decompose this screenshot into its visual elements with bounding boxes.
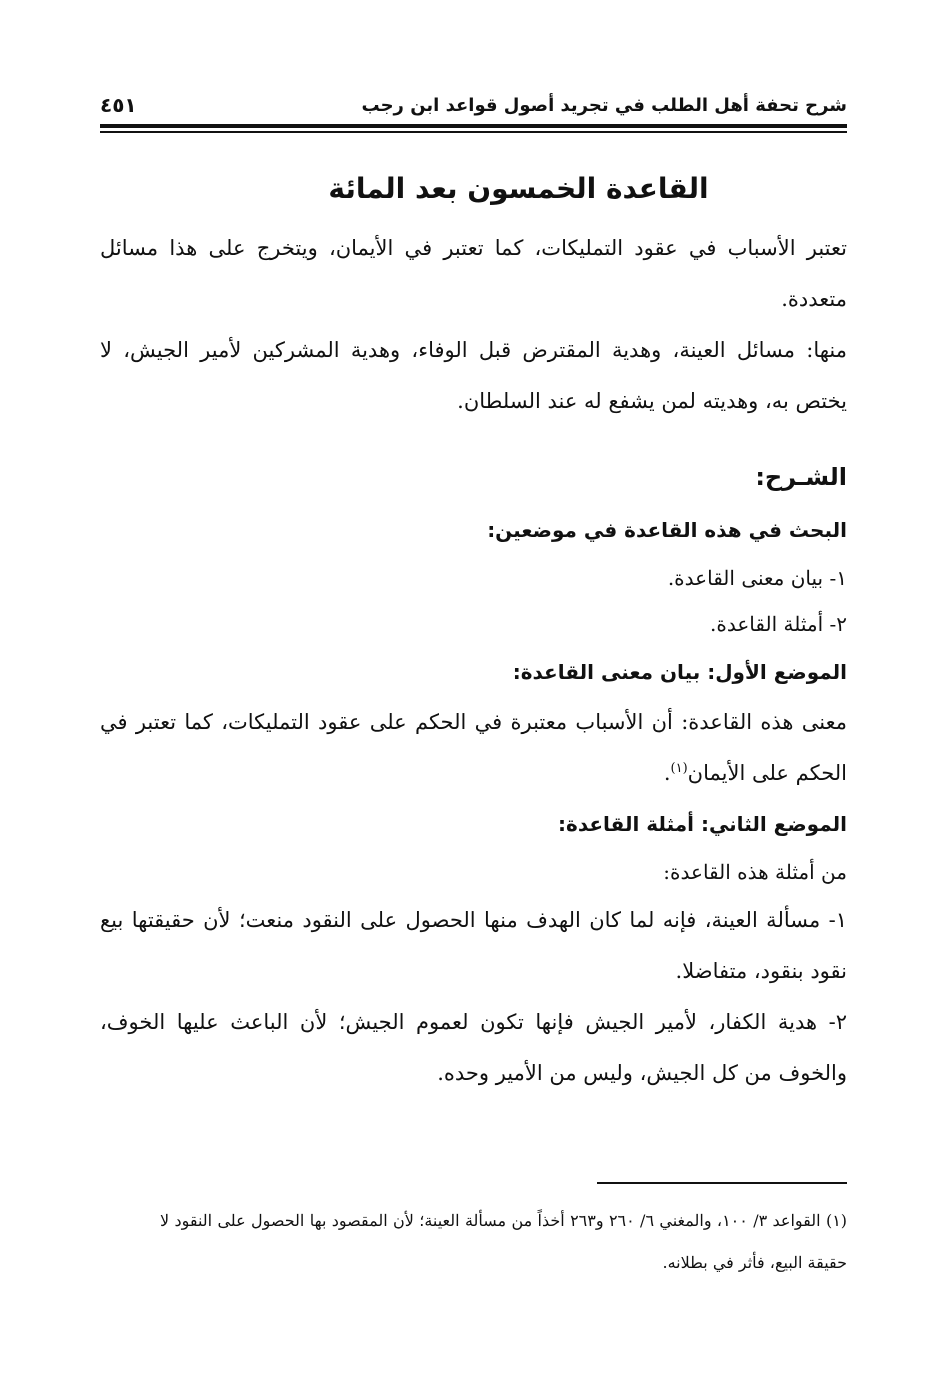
first-topic-text [100,697,847,799]
intro-examples-paragraph: منها: مسائل العينة، وهدية المقترض قبل الوفاء، وهدية المشركين لأمير الجيش، لا يختص به، وهديته لمن يشفع له عند السلطان. [100,338,847,413]
footnotes [160,1200,847,1284]
page-content [100,172,847,1099]
first-topic-body: معنى هذه القاعدة: أن الأسباب معتبرة في الحكم على عقود التمليكات، كما تعتبر في الحكم على الأيمان [100,710,847,785]
footnote-1: (١) القواعد ٣/ ١٠٠، والمغني ٦/ ٢٦٠ و٢٦٣ أخذاً من مسألة العينة؛ لأن المقصود بها الحصول على النقود لا حقيقة البيع، فأثر في بطلانه. [160,1211,848,1272]
sharh-heading: الشـرح: [755,463,847,491]
header-rule [100,124,847,128]
first-topic-end: . [663,761,671,785]
second-topic-heading: الموضع الثاني: أمثلة القاعدة: [558,812,847,836]
rule-title: القاعدة الخمسون بعد المائة [328,172,709,205]
second-topic-intro: من أمثلة هذه القاعدة: [663,860,847,884]
example-item-2: ٢- هدية الكفار، لأمير الجيش فإنها تكون لعموم الجيش؛ لأن الباعث عليها الخوف، والخوف من كل الجيش، وليس من الأمير وحده. [100,1010,847,1085]
intro-paragraph: تعتبر الأسباب في عقود التمليكات، كما تعتبر في الأيمان، ويتخرج على هذا مسائل متعددة. [100,236,847,311]
footnote-separator [597,1182,847,1184]
footnote-reference: (١) [670,761,688,776]
running-title: شرح تحفة أهل الطلب في تجريد أصول قواعد ابن رجب [361,94,847,116]
topic-item-1: ١- بيان معنى القاعدة. [667,566,847,590]
page-header [100,88,847,122]
first-topic-heading: الموضع الأول: بيان معنى القاعدة: [512,660,847,684]
research-intro: البحث في هذه القاعدة في موضعين: [487,518,847,542]
example-item-1: ١- مسألة العينة، فإنه لما كان الهدف منها الحصول على النقود منعت؛ لأن حقيقتها بيع نقود بنقود، متفاضلا. [100,908,847,983]
header-rule-thin [100,131,847,133]
topic-item-2: ٢- أمثلة القاعدة. [710,612,847,636]
page-number: ٤٥١ [100,93,137,117]
